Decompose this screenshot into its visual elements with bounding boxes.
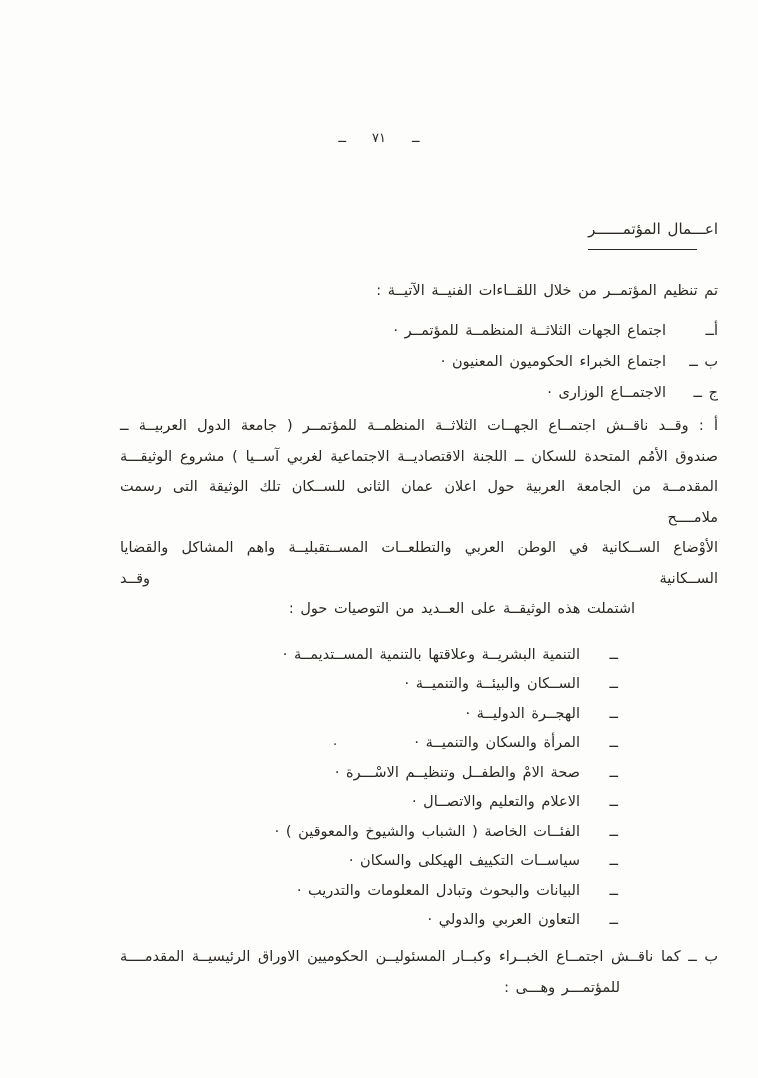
recommendation-item (120, 906, 618, 936)
recommendation-text: صحة الامْ والطفــل وتنظيــم الاسْـــرة · (334, 764, 580, 781)
recommendation-item (120, 847, 618, 877)
document-body (120, 0, 718, 1004)
paragraph-b (120, 942, 718, 1004)
recommendation-text: الاعلام والتعليم والاتصــال · (411, 794, 580, 810)
recommendation-item (120, 759, 618, 789)
bullet-dash: ــ (609, 735, 618, 751)
recommendation-text: المرأة والسكان والتنميــة · (414, 735, 580, 751)
paragraph-line: أ : وقــد ناقــش اجتمــاع الجهــات الثلاثــة المنظمــة للمؤتمــر ( جامعة الدول العربيــة ــ (120, 418, 718, 434)
recommendation-text: الفئــات الخاصة ( الشباب والشيوخ والمعوقين ) · (274, 823, 580, 840)
recommendation-item (120, 700, 618, 730)
recommendation-item (120, 729, 618, 759)
meeting-item-a (120, 316, 718, 347)
bullet-dash: ــ (609, 646, 618, 663)
recommendation-text: التعاون العربي والدولي · (427, 912, 580, 928)
recommendation-text: سياســات التكييف الهيكلى والسكان · (348, 853, 580, 869)
paragraph-line: للمؤتمـــر وهـــى : (504, 979, 620, 996)
meeting-text: اجتماع الجهات الثلاثــة المنظمــة للمؤتمــر · (393, 323, 666, 339)
recommendation-item (120, 877, 618, 907)
bullet-dash: ــ (609, 764, 618, 781)
bullet-dash: ــ (609, 705, 618, 722)
meeting-text: اجتماع الخبراء الحكوميون المعنيون · (440, 354, 666, 370)
meeting-item-c (120, 378, 718, 409)
paragraph-line: الأوْضاع الســكانية في الوطن العربي والتطلعــات المســتقبليــة واهم المشاكل والقضايا الســكانية وقــد (120, 540, 718, 587)
recommendations-list (120, 641, 718, 936)
recommendation-text: البيانات والبحوث وتبادل المعلومات والتدريب · (296, 882, 580, 899)
page-number-dash-left: ــ (338, 131, 347, 146)
paragraph-line: صندوق الأمُم المتحدة للسكان ــ اللجنة الاقتصاديــة الاجتماعية لغربي آســيا ) مشروع الوثيقـــة (120, 448, 718, 465)
stray-mark: · (333, 738, 338, 753)
section-heading-wrap (120, 220, 718, 250)
bullet-dash: ــ (609, 794, 618, 810)
paragraph-line: ب ــ كما ناقــش اجتمــاع الخبــراء وكبــار المسئوليــن الحكوميين الاوراق الرئيسيــة المقدمــــة (120, 948, 718, 965)
meetings-list (120, 316, 718, 409)
paragraph-a (120, 411, 718, 625)
paragraph-line: المقدمــة من الجامعة العربية حول اعلان عمان الثانى للســكان تلك الوثيقة التى رسمت ملامــــح (120, 479, 718, 526)
recommendation-item (120, 818, 618, 848)
recommendation-text: الهجــرة الدوليــة · (465, 705, 580, 722)
recommendation-text: الســكان والبيئــة والتنميــة · (404, 676, 580, 692)
recommendation-item (120, 788, 618, 818)
bullet-dash: ــ (609, 853, 618, 869)
recommendation-item (120, 670, 618, 700)
page-number-value: ٧١ (372, 131, 386, 146)
page-number-dash-right: ــ (411, 131, 420, 146)
meeting-marker: ب ــ (689, 354, 718, 370)
meeting-marker: أــ (705, 323, 718, 339)
paragraph-line: اشتملت هذه الوثيقــة على العــديد من التوصيات حول : (288, 601, 635, 617)
meeting-item-b (120, 347, 718, 378)
bullet-dash: ــ (609, 823, 618, 840)
meeting-marker: ج ــ (693, 385, 718, 401)
section-heading: اعـــمال المؤتمــــــر (588, 220, 718, 250)
recommendation-text: التنمية البشريــة وعلاقتها بالتنمية المســتديمــة · (282, 646, 580, 663)
intro-line: تم تنظيم المؤتمــر من خلال اللقــاءات الفنيــة الآتيــة : (376, 283, 718, 299)
bullet-dash: ــ (609, 912, 618, 928)
meeting-text: الاجتمــاع الوزارى · (547, 385, 666, 401)
bullet-dash: ــ (609, 882, 618, 899)
bullet-dash: ــ (609, 676, 618, 692)
recommendation-item (120, 641, 618, 671)
